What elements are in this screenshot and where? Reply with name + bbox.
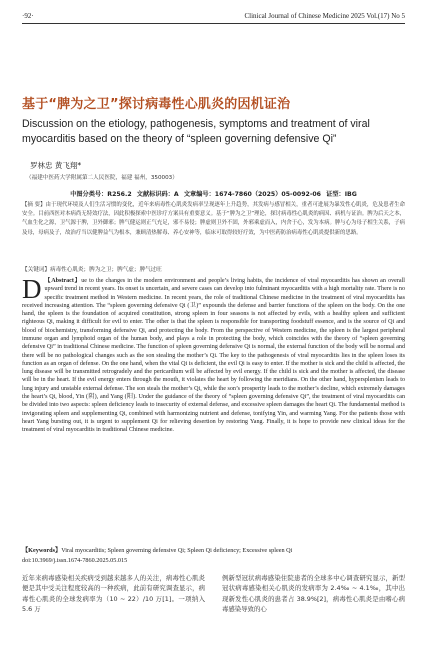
affiliation: （福建中医药大学附属第二人民医院，福建 福州，350003） bbox=[26, 175, 178, 181]
keywords-english-text: Viral myocarditis; Spleen governing defensive Qi; Spleen Qi deficiency; Excessive spleen Qi bbox=[61, 547, 293, 554]
abstract-english-text: ue to the changes in the modern environment and people’s living habits, the incidence of viral myocarditis has shown an overall upward trend in recent years. Its onset is uncertain, and severe cases can develop into fulminant myocarditis with a high mortality rate. There is no specific treatment method in Western medicine. In recent years, the role of traditional Chinese medicine in the treatment of viral myocarditis has received increasing attention. The “spleen governing defensive Qi (卫)” expounds the defense and barrier functions of the spleen on the body. On the one hand, the spleen is the foundation of acquired constitution, strong spleen in four seasons is not affected by evils, with a healthy spleen and sufficient righteous Qi, making it difficult for evil to enter. The other is that the spleen is responsible for transporting foodstuff essence, and is the source of Qi and blood of biochemistry, transforming defensive Qi, and protecting the body. From the perspective of Western medicine, the spleen is the largest peripheral immune organ and lymphoid organ of the human body, and plays a role in protecting the body, which coincides with the theory of “spleen governing defensive Qi” in traditional Chinese medicine. The function of spleen governing defensive Qi is normal, the external function of the body will be normal and there will be no pathological changes such as the son stealing the mother’s Qi. The key to the pathogenesis of viral myocarditis lies in the spleen loses its function as an organ of defense. On the one hand, when the vital Qi is deficient, the evil Qi is easy to enter. If the mother is sick and the child is affected, the lung disease will be transmitted retrogradely and the pericardium will be affected by evil energy. If the child is sick and the mother is affected, the disease will be in the heart. If the evil energy enters through the mouth, it violates the heart by following the meridians. On the other hand, hypersplenism leads to lung injury and unstable external defense. The son steals the mother’s Qi, while the son’s prosperity leads to the mother’s decline, which extremely damages the heart’s Qi, blood, Yin (阴), and Yang (阳). Under the guidance of the theory of “spleen governing defensive Qi”, the treatment of viral myocarditis can be divided into two aspects: spleen deficiency leads to insecurity of external defense, and excessive spleen damages the heart Qi. The fundamental method is invigorating spleen and supplementing Qi, combined with harmonizing nutrient and defense, tonifying Yin, and warming Yang. For the patients those with heart Yang bursting out, it is urgent to supplement Qi for relieving desertion by restoring Yang. Finally, it is hope to provide new clinical ideas for the treatment of viral myocarditis in traditional Chinese medicine. bbox=[22, 278, 405, 434]
keywords-english bbox=[22, 547, 405, 555]
abstract-chinese: 【摘 要】由于现代环境及人们生活习惯的变化，近年来病毒性心肌炎发病率呈现逐年上升趋势，其发病与感冒相关，重者可进展为暴发性心肌炎，危及患者生命安全。目前西医对本病尚无特效疗法，因此积极探索中医诊疗方案具有重要意义。基于“脾为之卫”理论，探讨病毒性心肌炎的病因、病机与证治。脾为后天之本，气血生化之源，卫气源于脾，卫外御邪；脾气健运则正气充足，邪不易侵；脾虚则卫外不固，外邪乘虚而入，内舍于心，发为本病。脾与心为母子相生关系，子病及母，母病及子，故治疗当以健脾益气为根本，兼顾清热解毒、养心安神等，临床可取得较好疗效，为中医药防治病毒性心肌炎提供新的思路。 bbox=[22, 202, 405, 236]
journal-citation: Clinical Journal of Chinese Medicine 2025 Vol.(17) No 5 bbox=[244, 12, 405, 20]
title-chinese: 基于“脾为之卫”探讨病毒性心肌炎的因机证治 bbox=[22, 97, 291, 112]
keywords-label: 【Keywords】 bbox=[22, 547, 62, 554]
classification-meta: 中图分类号：R256.2 文献标识码：A 文章编号：1674-7860（2025）05-0092-06 证型：IBG bbox=[70, 191, 357, 198]
drop-cap: D bbox=[22, 277, 42, 304]
body-column-left: 近年来病毒感染相关疾病受到越来越多人的关注，病毒性心肌炎便是其中受关注程度较高的一种疾病，此前有研究调查显示，病毒性心肌炎的全球发病率为（10 ~ 22）/10 万[1]。一项纳入 5.6 万 bbox=[22, 574, 205, 614]
header-rule bbox=[22, 23, 405, 24]
authors: 罗林忠 黄飞翔* bbox=[30, 161, 82, 170]
running-header bbox=[22, 12, 405, 23]
title-english: Discussion on the etiology, pathogenesis, symptoms and treatment of viral myocarditis based on the theory of “spleen governing defensive Qi” bbox=[22, 118, 370, 145]
abstract-label: 【Abstract】 bbox=[44, 278, 82, 284]
page-number: ·92· bbox=[22, 12, 34, 20]
body-column-right: 例新型冠状病毒感染住院患者的全球多中心调查研究显示，新型冠状病毒感染相关心肌炎的发病率为 2.4‰ ~ 4.1‰，其中出现新发性心肌炎的患者占 38.9%[2]，病毒性心肌炎是由嗜心病毒感染导致的心 bbox=[222, 574, 405, 614]
keywords-chinese: 【关键词】病毒性心肌炎；脾为之卫；脾气虚；脾气过旺 bbox=[22, 267, 162, 273]
doi: doi:10.3969/j.issn.1674-7860.2025.05.015 bbox=[22, 557, 128, 564]
